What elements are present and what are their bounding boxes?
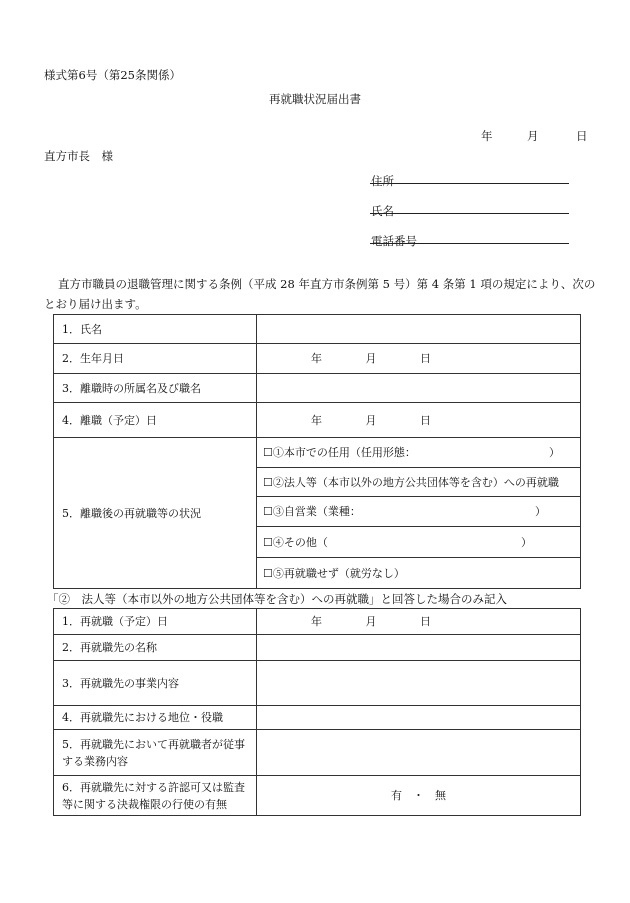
name-field[interactable] — [370, 213, 569, 214]
date-day-label[interactable]: 日 — [576, 129, 588, 143]
option-other[interactable]: ☐④その他（ ） — [257, 527, 581, 558]
row-name-label: 1．氏名 — [54, 315, 257, 344]
intro-line-2: とおり届け出ます。 — [44, 297, 147, 311]
r-company-label: 2．再就職先の名称 — [54, 635, 257, 661]
page-title: 再就職状況届出書 — [269, 92, 361, 106]
r-duties-value[interactable] — [257, 730, 581, 776]
date-month-label[interactable]: 月 — [527, 129, 539, 143]
r-position-label: 4．再就職先における地位・役職 — [54, 706, 257, 730]
r-company-value[interactable] — [257, 635, 581, 661]
date-year-label[interactable]: 年 — [481, 129, 493, 143]
option-self-employed[interactable]: ☐③自営業（業種： ） — [257, 497, 581, 527]
row-dept-label: 3．離職時の所属名及び職名 — [54, 374, 257, 403]
row-name-value[interactable] — [257, 315, 581, 344]
r-authority-label: 6．再就職先に対する許認可又は監査 等に関する決裁権限の行使の有無 — [54, 776, 257, 816]
option-corporation[interactable]: ☐②法人等（本市以外の地方公共団体等を含む）への再就職 — [257, 468, 581, 497]
option-no-reemployment[interactable]: ☐⑤再就職せず（就労なし） — [257, 558, 581, 589]
status-table — [53, 314, 581, 589]
form-number: 様式第6号（第25条関係） — [44, 68, 181, 82]
option-city-appointment[interactable]: ☐①本市での任用（任用形態： ） — [257, 438, 581, 468]
row-birth-value[interactable]: 年 月 日 — [257, 344, 581, 374]
row-birth-label: 2．生年月日 — [54, 344, 257, 374]
name-label: 氏名 — [371, 204, 394, 218]
address-field[interactable] — [370, 183, 569, 184]
row-retire-label: 4．離職（予定）日 — [54, 403, 257, 438]
address-label: 住所 — [371, 174, 394, 188]
r-authority-yes-no[interactable]: 有 ・ 無 — [257, 776, 581, 816]
intro-line-1: 直方市職員の退職管理に関する条例（平成 28 年直方市条例第 5 号）第 4 条第 1 項の規定により、次の — [58, 277, 596, 291]
row-dept-value[interactable] — [257, 374, 581, 403]
conditional-note: 「② 法人等（本市以外の地方公共団体等を含む）への再就職」と回答した場合のみ記入 — [47, 592, 507, 606]
phone-label: 電話番号 — [371, 234, 417, 248]
r-business-label: 3．再就職先の事業内容 — [54, 661, 257, 706]
r-business-value[interactable] — [257, 661, 581, 706]
addressee: 直方市長 様 — [44, 149, 113, 163]
r-position-value[interactable] — [257, 706, 581, 730]
row-status-label: 5．離職後の再就職等の状況 — [54, 438, 257, 589]
phone-field[interactable] — [370, 243, 569, 244]
r-duties-label: 5．再就職先において再就職者が従事 する業務内容 — [54, 730, 257, 776]
r-date-value[interactable]: 年 月 日 — [257, 609, 581, 635]
r-date-label: 1．再就職（予定）日 — [54, 609, 257, 635]
reemployment-table — [53, 608, 581, 816]
row-retire-value[interactable]: 年 月 日 — [257, 403, 581, 438]
